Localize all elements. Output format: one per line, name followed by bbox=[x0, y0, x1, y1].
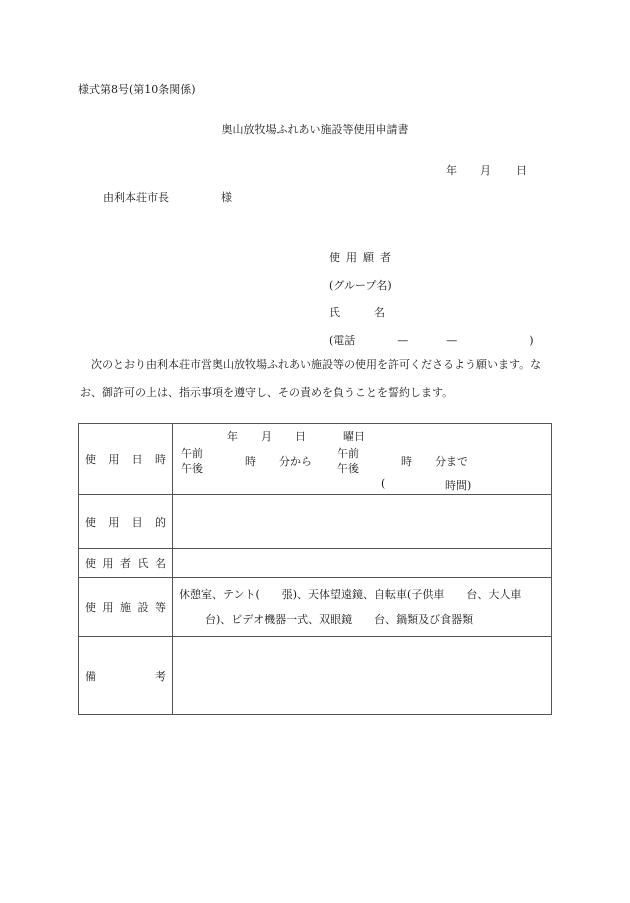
dt-year: 年 bbox=[227, 430, 238, 443]
dt-min-to: 分まで bbox=[435, 455, 468, 468]
label-char: 使 bbox=[85, 453, 96, 466]
application-body-text: 次のとおり由利本荘市営奥山放牧場ふれあい施設等の使用を許可くださるよう願います。なお、御許可の上は、指示事項を遵守し、その責めを負うことを誓約します。 bbox=[80, 358, 542, 399]
form-number: 様式第8号(第10条関係) bbox=[78, 83, 196, 96]
label-char: 者 bbox=[120, 557, 131, 570]
label-char: 設 bbox=[137, 601, 149, 614]
dt-am-1: 午前 bbox=[181, 447, 203, 460]
label-char: 氏 bbox=[137, 557, 149, 570]
name-label-1: 氏 bbox=[329, 306, 340, 319]
dt-month: 月 bbox=[261, 430, 272, 443]
label-char: 備 bbox=[85, 669, 96, 683]
row-usage-purpose bbox=[79, 495, 552, 549]
label-char: 使 bbox=[85, 557, 96, 570]
row-usage-datetime bbox=[79, 424, 552, 495]
date-year: 年 bbox=[446, 164, 457, 177]
label-facilities bbox=[79, 578, 173, 637]
addressee-name: 由利本荘市長 bbox=[103, 191, 169, 204]
dt-am-2: 午前 bbox=[337, 447, 359, 460]
facility-line-2: 台)、ビデオ機器一式、双眼鏡 台、鍋類及び食器類 bbox=[205, 613, 474, 626]
label-char: 目 bbox=[131, 515, 143, 529]
label-char: 時 bbox=[154, 453, 166, 466]
label-char: 用 bbox=[108, 453, 120, 466]
date-month: 月 bbox=[480, 164, 491, 177]
label-user-name bbox=[79, 549, 173, 578]
document-title: 奥山放牧場ふれあい施設等使用申請書 bbox=[221, 123, 409, 136]
phone-close: ) bbox=[529, 333, 534, 347]
addressee-honorific: 様 bbox=[221, 191, 232, 204]
dt-pm-1: 午後 bbox=[181, 462, 203, 475]
applicant-group-label: (グループ名) bbox=[329, 278, 392, 292]
usage-purpose-field[interactable] bbox=[173, 495, 552, 549]
user-name-field[interactable] bbox=[173, 549, 552, 578]
label-remarks bbox=[79, 637, 173, 715]
label-char: 的 bbox=[154, 515, 166, 529]
label-char: 考 bbox=[155, 669, 166, 683]
dt-hour-2: 時 bbox=[401, 455, 412, 468]
applicant-user-label: 使用願者 bbox=[329, 251, 397, 264]
date-day: 日 bbox=[516, 164, 527, 177]
remarks-field[interactable] bbox=[173, 637, 552, 715]
dt-min-from: 分から bbox=[279, 455, 312, 468]
dt-hours-close: 時間) bbox=[445, 479, 472, 492]
date-line bbox=[446, 162, 527, 178]
usage-table bbox=[78, 423, 552, 715]
usage-datetime-field[interactable] bbox=[173, 424, 552, 495]
applicant-phone-row bbox=[329, 327, 534, 355]
facility-line-1: 休憩室、テント( 張)、天体望遠鏡、自転車(子供車 台、大人車 bbox=[179, 588, 522, 601]
dt-hours-open: ( bbox=[381, 477, 386, 490]
row-user-name bbox=[79, 549, 552, 578]
label-char: 用 bbox=[102, 557, 114, 570]
applicant-name-row bbox=[329, 299, 534, 327]
label-char: 使 bbox=[85, 601, 96, 614]
phone-open: (電話 bbox=[329, 333, 356, 347]
label-char: 使 bbox=[85, 515, 96, 529]
phone-dash-1: — bbox=[397, 333, 409, 347]
label-char: 施 bbox=[120, 601, 131, 614]
dt-weekday: 曜日 bbox=[343, 430, 365, 443]
dt-day: 日 bbox=[295, 430, 306, 443]
phone-dash-2: — bbox=[446, 333, 458, 347]
dt-pm-2: 午後 bbox=[337, 462, 359, 475]
facilities-field[interactable] bbox=[173, 578, 552, 637]
row-facilities bbox=[79, 578, 552, 637]
label-usage-purpose bbox=[79, 495, 173, 549]
label-char: 用 bbox=[108, 515, 120, 529]
row-remarks bbox=[79, 637, 552, 715]
name-label-2: 名 bbox=[374, 306, 385, 319]
label-char: 用 bbox=[102, 601, 114, 614]
dt-hour-1: 時 bbox=[245, 455, 256, 468]
label-char: 等 bbox=[155, 601, 166, 614]
applicant-block bbox=[329, 244, 534, 354]
label-char: 名 bbox=[155, 557, 166, 570]
addressee bbox=[103, 189, 232, 205]
label-usage-datetime bbox=[79, 424, 173, 495]
label-char: 日 bbox=[131, 453, 143, 466]
